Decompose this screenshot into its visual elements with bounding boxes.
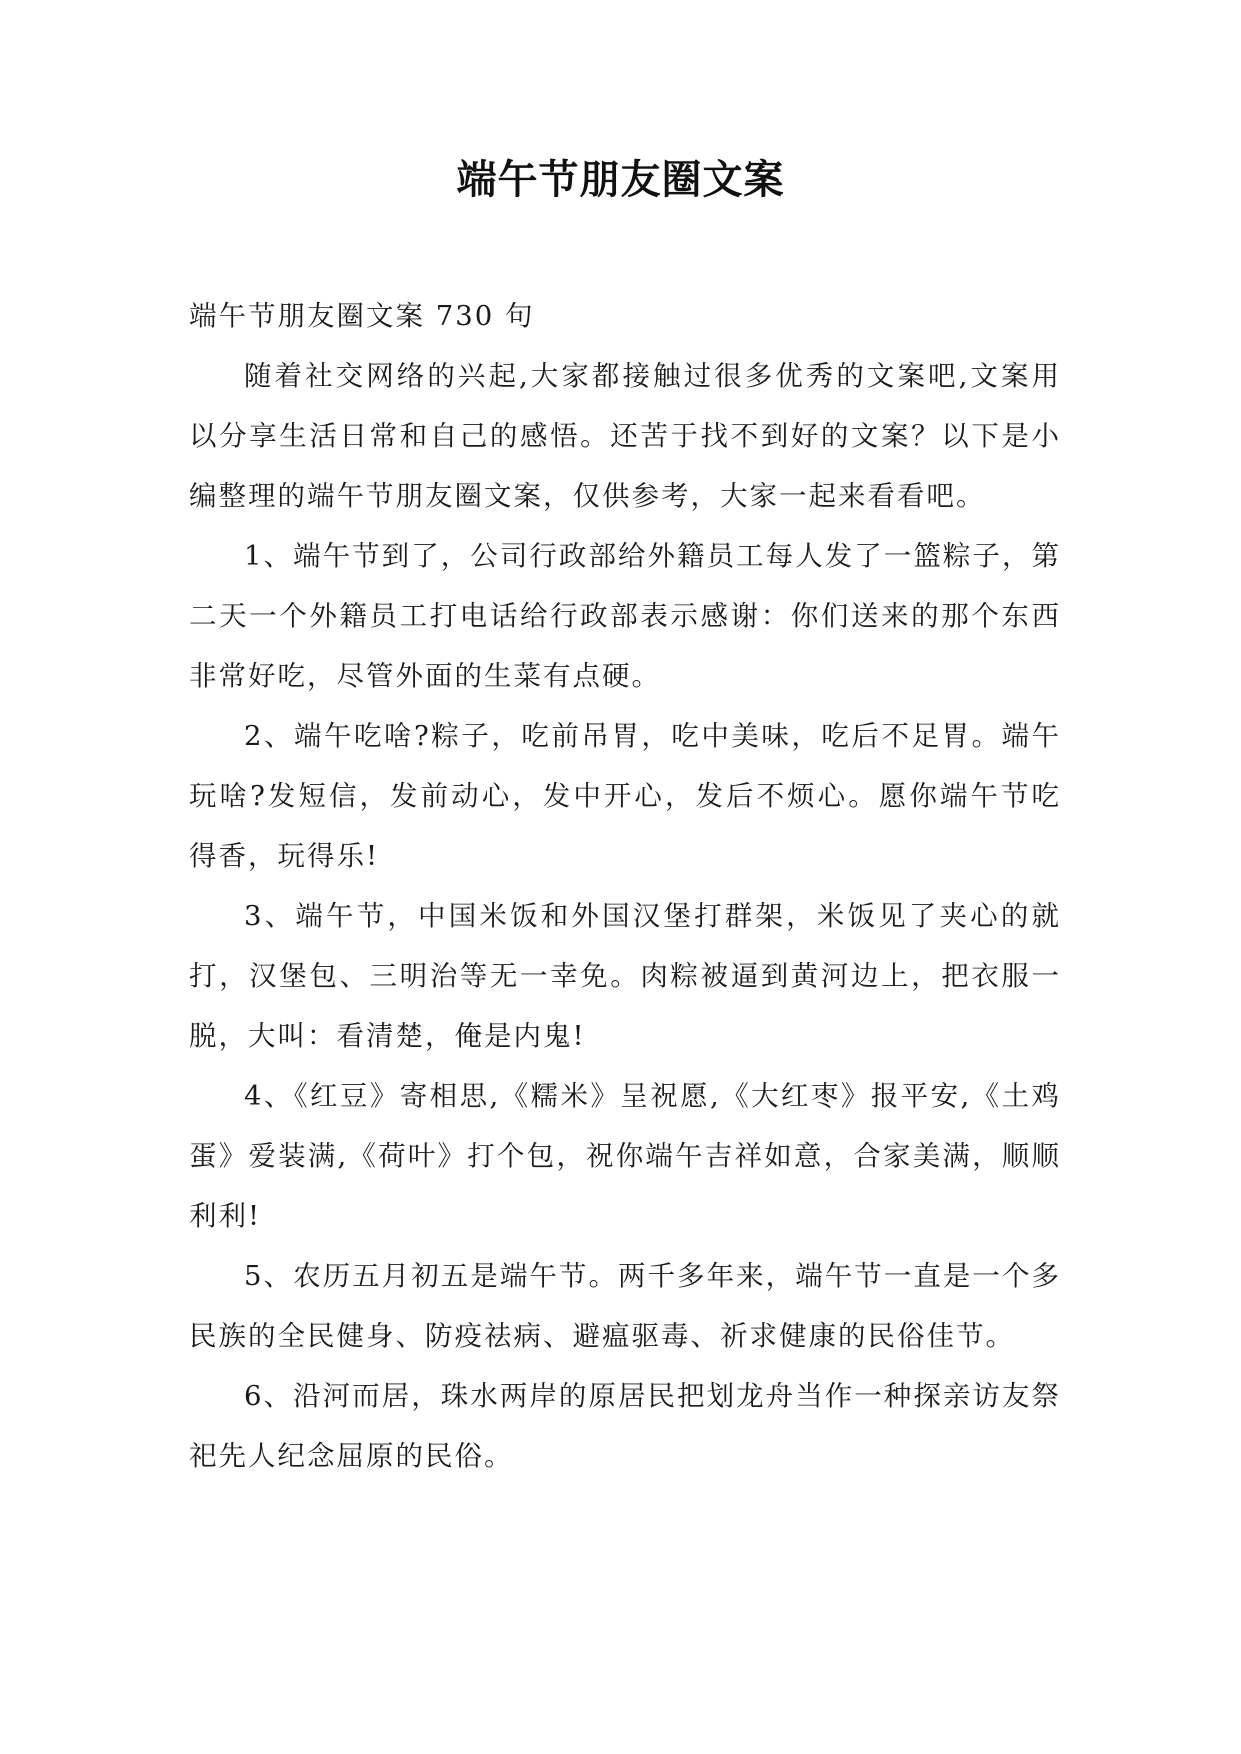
item-paragraph-5: 5、农历五月初五是端午节。两千多年来，端午节一直是一个多民族的全民健身、防疫祛病、避瘟驱毒、祈求健康的民俗佳节。: [189, 1260, 1061, 1352]
item-paragraph-1: 1、端午节到了，公司行政部给外籍员工每人发了一篮粽子，第二天一个外籍员工打电话给行政部表示感谢：你们送来的那个东西非常好吃，尽管外面的生菜有点硬。: [189, 540, 1061, 692]
document-title: 端午节朋友圈文案: [456, 156, 785, 203]
item-paragraph-3: 3、端午节，中国米饭和外国汉堡打群架，米饭见了夹心的就打，汉堡包、三明治等无一幸免。肉粽被逼到黄河边上，把衣服一脱，大叫：看清楚，俺是内鬼!: [189, 900, 1061, 1052]
intro-paragraph: 随着社交网络的兴起,大家都接触过很多优秀的文案吧,文案用以分享生活日常和自己的感悟。还苦于找不到好的文案？以下是小编整理的端午节朋友圈文案，仅供参考，大家一起来看看吧。: [189, 360, 1061, 512]
document-subtitle: 端午节朋友圈文案 730 句: [189, 300, 535, 332]
item-paragraph-4: 4、《红豆》寄相思,《糯米》呈祝愿,《大红枣》报平安,《土鸡蛋》爱装满,《荷叶》打个包，祝你端午吉祥如意，合家美满，顺顺利利!: [189, 1080, 1061, 1232]
item-paragraph-2: 2、端午吃啥?粽子，吃前吊胃，吃中美味，吃后不足胃。端午玩啥?发短信，发前动心，发中开心，发后不烦心。愿你端午节吃得香，玩得乐!: [189, 720, 1061, 872]
item-paragraph-6: 6、沿河而居，珠水两岸的原居民把划龙舟当作一种探亲访友祭祀先人纪念屈原的民俗。: [189, 1380, 1061, 1472]
document-body: [189, 286, 1061, 1486]
